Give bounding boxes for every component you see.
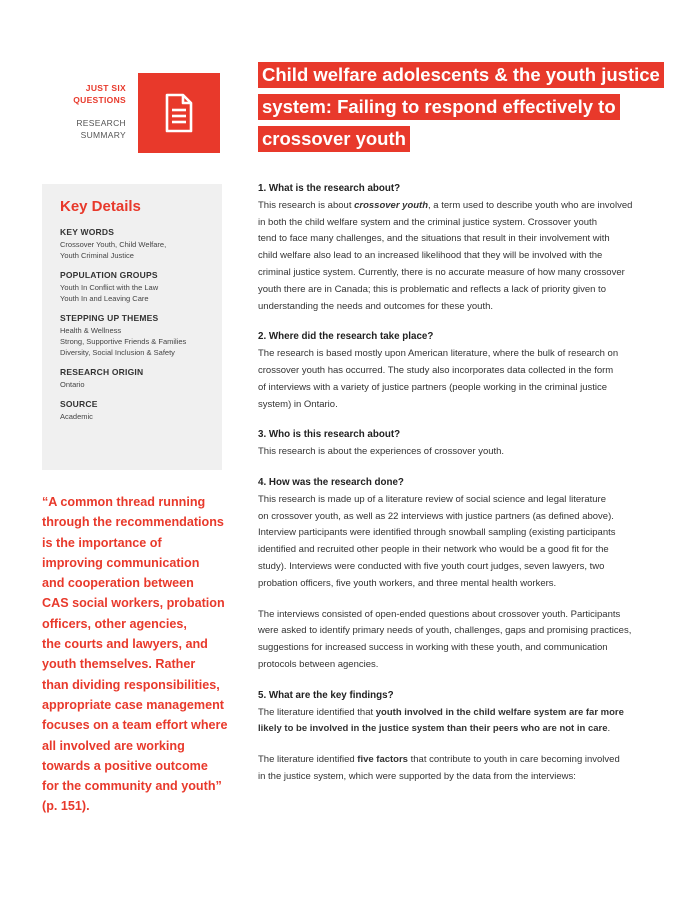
- section-heading: SOURCE: [60, 399, 98, 409]
- section-line: Strong, Supportive Friends & Families: [60, 337, 187, 346]
- text-span: .: [607, 723, 611, 735]
- paragraph: [258, 705, 658, 739]
- series-label: [73, 82, 126, 106]
- text-line: probation officers, five youth workers, and three mental health workers.: [258, 577, 557, 589]
- text-line: This research is about the experiences of crossover youth.: [258, 446, 505, 458]
- title-line: crossover youth: [258, 126, 410, 152]
- text-line: study). Interviews were conducted with five youth court judges, seven lawyers, two: [258, 560, 605, 572]
- quote-line: appropriate case management: [42, 697, 224, 712]
- quote-line: than dividing responsibilities,: [42, 677, 220, 692]
- quote-line: CAS social workers, probation: [42, 596, 225, 611]
- text-line: suggestions for increased success in working with these youth, and communication: [258, 642, 608, 654]
- section-line: Youth In Conflict with the Law: [60, 283, 159, 292]
- question-heading: 1. What is the research about?: [258, 183, 401, 194]
- population-groups-section: [60, 270, 204, 304]
- quote-line: and cooperation between: [42, 576, 194, 591]
- key-words-section: [60, 227, 204, 261]
- quote-line: “A common thread running: [42, 495, 206, 509]
- research-origin-section: [60, 367, 204, 390]
- text-line: understanding the needs and outcomes for these youth.: [258, 300, 494, 312]
- key-finding: youth involved in the child welfare system are far more: [375, 706, 624, 718]
- text-line: This research is made up of a literature review of social science and legal literature: [258, 493, 606, 505]
- series-label-line: QUESTIONS: [73, 95, 126, 105]
- text-line: on crossover youth, as well as 22 interviews with justice partners (as defined above).: [258, 510, 614, 522]
- key-details-panel: [42, 184, 222, 470]
- text-span: The literature identified: [258, 754, 358, 766]
- section-line: Youth In and Leaving Care: [60, 294, 149, 303]
- text-line: child welfare also lead to an increased likelihood that they will be involved with the: [258, 250, 603, 262]
- series-label-line: JUST SIX: [85, 83, 126, 93]
- text-line: system) in Ontario.: [258, 398, 338, 410]
- key-term: crossover youth: [354, 199, 429, 211]
- text-span: , a term used to describe youth who are involved: [428, 199, 633, 211]
- section-heading: POPULATION GROUPS: [60, 270, 158, 280]
- text-line: in the justice system, which were supported by the data from the interviews:: [258, 770, 576, 782]
- text-line: Interview participants were identified through snowball sampling (existing participants: [258, 527, 616, 539]
- text-line: were asked to identify primary needs of youth, challenges, gaps and promising practices,: [258, 625, 632, 637]
- quote-line: towards a positive outcome: [42, 758, 208, 773]
- section-line: Ontario: [60, 380, 85, 389]
- quote-line: the courts and lawyers, and: [42, 637, 208, 652]
- text-line: of interviews with a variety of justice partners (people working in the criminal justice: [258, 381, 608, 393]
- key-details-title: Key Details: [60, 198, 141, 215]
- text-line: in both the child welfare system and the criminal justice system. Crossover youth: [258, 216, 597, 228]
- summary-label-line: SUMMARY: [80, 130, 126, 140]
- question-heading: 3. Who is this research about?: [258, 429, 401, 441]
- source-section: [60, 399, 204, 422]
- question-heading: 2. Where did the research take place?: [258, 331, 434, 343]
- paragraph: [258, 752, 658, 786]
- stepping-up-themes-section: [60, 313, 204, 358]
- text-line: crossover youth has occurred. The study also incorporates data collected in the form: [258, 364, 614, 376]
- section-line: Youth Criminal Justice: [60, 251, 134, 260]
- title-line: Child welfare adolescents & the youth justice: [258, 62, 664, 88]
- text-line: The interviews consisted of open-ended questions about crossover youth. Participants: [258, 608, 621, 620]
- text-line: tend to face many challenges, and the situations that result in their involvement with: [258, 233, 610, 245]
- quote-line: is the importance of: [42, 535, 162, 550]
- section-line: Academic: [60, 412, 93, 421]
- title-line: system: Failing to respond effectively to: [258, 94, 620, 120]
- question-heading: 5. What are the key findings?: [258, 689, 394, 701]
- key-term: five factors: [357, 754, 408, 766]
- quote-line: through the recommendations: [42, 515, 224, 530]
- section-line: Crossover Youth, Child Welfare,: [60, 240, 167, 249]
- section-heading: KEY WORDS: [60, 227, 115, 237]
- section-heading: RESEARCH ORIGIN: [60, 367, 144, 377]
- document-icon: [164, 93, 194, 133]
- quote-line: (p. 151).: [42, 799, 90, 814]
- text-span: This research is about: [258, 199, 355, 211]
- quote-line: for the community and youth”: [42, 779, 222, 794]
- paragraph: [258, 492, 658, 593]
- key-finding: likely to be involved in the justice system than their peers who are not in care: [258, 723, 608, 735]
- text-line: protocols between agencies.: [258, 658, 379, 670]
- page-title: [258, 62, 658, 158]
- text-line: The research is based mostly upon American literature, where the bulk of research on: [258, 348, 619, 360]
- quote-line: youth themselves. Rather: [42, 657, 196, 672]
- section-heading: STEPPING UP THEMES: [60, 313, 159, 323]
- quote-line: all involved are working: [42, 738, 185, 753]
- text-line: identified and recruited other people in their network who would be a good fit for the: [258, 544, 609, 556]
- text-line: youth there are in Canada; this is problematic and reflects a lack of priority given to: [258, 283, 606, 295]
- summary-label-line: RESEARCH: [76, 118, 126, 128]
- text-line: criminal justice system. Currently, there is no accurate measure of how many crossover: [258, 266, 625, 278]
- section-line: Health & Wellness: [60, 326, 122, 335]
- paragraph: [258, 607, 658, 674]
- summary-label: [76, 117, 126, 141]
- text-span: that contribute to youth in care becoming involved: [407, 754, 620, 766]
- pull-quote: [42, 492, 232, 817]
- quote-line: officers, other agencies,: [42, 616, 187, 631]
- paragraph: [258, 444, 658, 461]
- section-line: Diversity, Social Inclusion & Safety: [60, 348, 175, 357]
- question-heading: 4. How was the research done?: [258, 476, 404, 488]
- text-span: The literature identified that: [258, 706, 376, 718]
- paragraph: [258, 198, 658, 316]
- document-icon-box: [138, 73, 220, 153]
- quote-line: focuses on a team effort where: [42, 718, 228, 733]
- quote-line: improving communication: [42, 555, 200, 570]
- main-content: [258, 181, 658, 786]
- paragraph: [258, 346, 658, 413]
